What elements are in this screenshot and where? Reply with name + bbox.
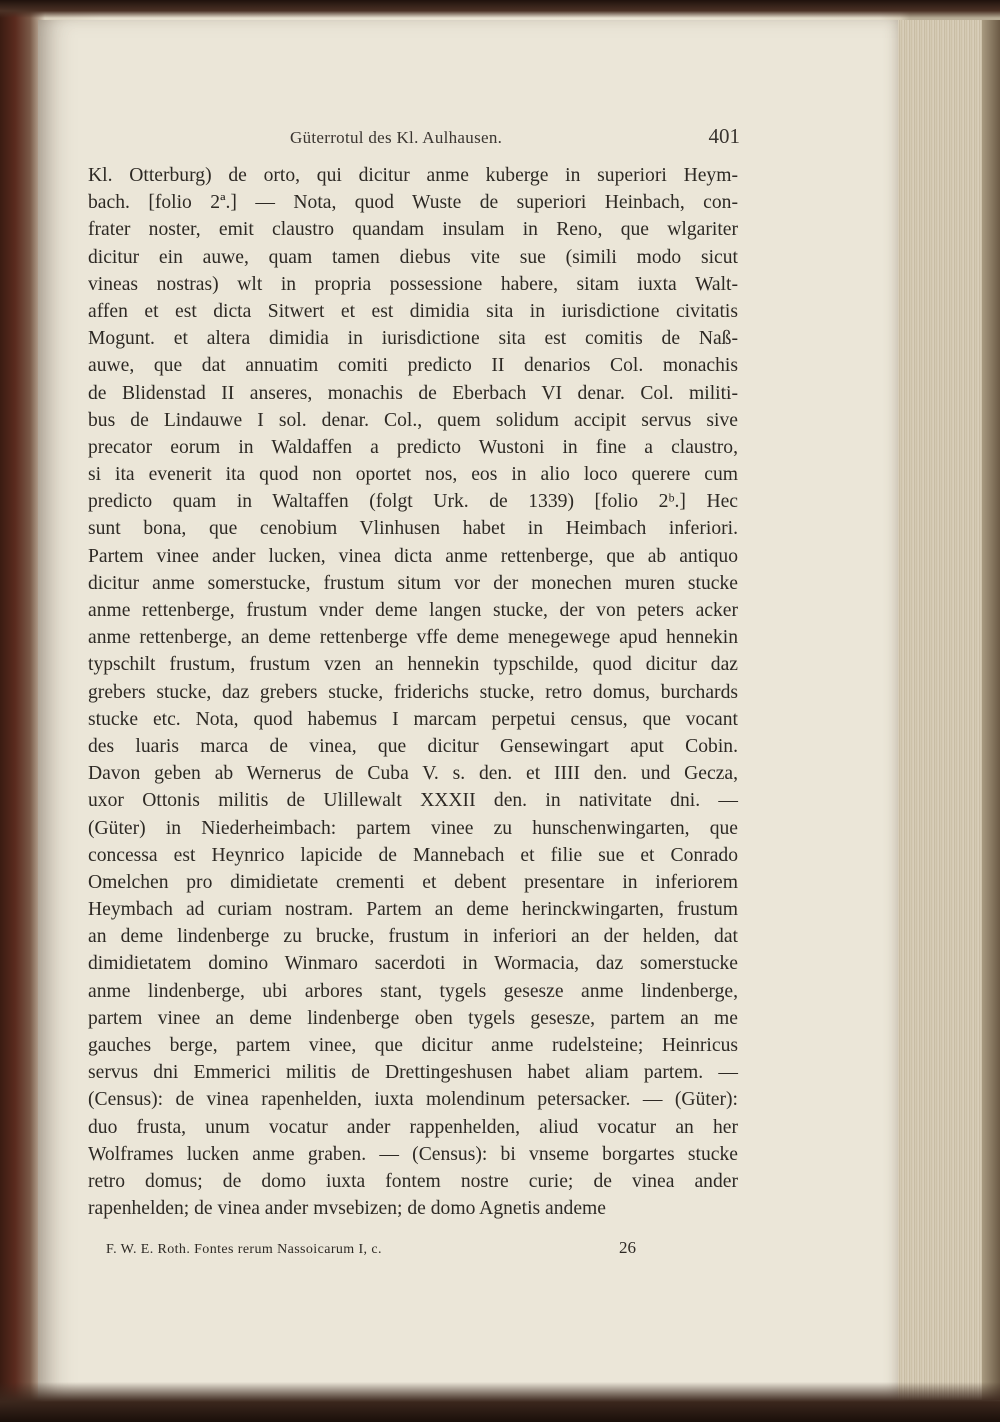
text-line: precator eorum in Waldaffen a predicto Wustoni in fine a claustro, [88, 436, 738, 458]
text-line: concessa est Heynrico lapicide de Mannebach et filie sue et Conrado [88, 844, 738, 866]
text-line: an deme lindenberge zu brucke, frustum in inferiori an der helden, dat [88, 926, 738, 948]
text-line: auwe, que dat annuatim comiti predicto II denarios Col. monachis [88, 355, 738, 377]
text-line: vineas nostras) wlt in propria possessione habere, sitam iuxta Walt- [88, 273, 738, 295]
text-line: Wolframes lucken anme graben. — (Census): bi vnseme borgartes stucke [88, 1143, 738, 1165]
text-line: Mogunt. et altera dimidia in iurisdictione sita est comitis de Naß- [88, 328, 738, 350]
text-line: gauches berge, partem vinee, que dicitur anme rudelsteine; Heinricus [88, 1035, 738, 1056]
text-line: bach. [folio 2ª.] — Nota, quod Wuste de superiori Heinbach, con- [88, 192, 738, 214]
text-line: anme rettenberge, an deme rettenberge vffe deme menegewege apud hennekin [88, 627, 738, 649]
text-line: affen et est dicta Sitwert et est dimidia sita in iurisdictione civitatis [88, 300, 738, 322]
text-line: anme lindenberge, ubi arbores stant, tygels gesesze anme lindenberge, [88, 980, 738, 1002]
text-line: duo frusta, unum vocatur ander rappenhelden, aliud vocatur an her [88, 1116, 738, 1138]
text-line: bus de Lindauwe I sol. denar. Col., quem solidum accipit servus sive [88, 409, 738, 431]
text-line: Heymbach ad curiam nostram. Partem an deme herinckwingarten, frustum [88, 899, 738, 921]
text-line: servus dni Emmerici militis de Drettingeshusen habet aliam partem. — [88, 1062, 738, 1084]
text-line: typschilt frustum, frustum vzen an hennekin typschilde, quod dicitur daz [88, 654, 738, 676]
text-line: partem vinee an deme lindenberge oben tygels gesesze, partem an me [88, 1007, 738, 1029]
book-bottom-edge [0, 1382, 1000, 1422]
text-line: (Güter) in Niederheimbach: partem vinee zu hunschenwingarten, que [88, 817, 738, 839]
text-line: Omelchen pro dimidietate crementi et debent presentare in inferiorem [88, 871, 738, 893]
text-line: grebers stucke, daz grebers stucke, friderichs stucke, retro domus, burchards [88, 681, 738, 703]
text-line: dicitur anme somerstucke, frustum situm vor der monechen muren stucke [88, 572, 738, 594]
page-number: 401 [708, 124, 740, 148]
text-line: des luaris marca de vinea, que dicitur Gensewingart aput Cobin. [88, 735, 738, 757]
running-title: Güterrotul des Kl. Aulhausen. [290, 128, 503, 147]
text-line: anme rettenberge, frustum vnder deme langen stucke, der von peters acker [88, 600, 738, 621]
book-cover-edge [982, 20, 1000, 1400]
text-line: (Census): de vinea rapenhelden, iuxta molendinum petersacker. — (Güter): [88, 1089, 738, 1111]
text-line: uxor Ottonis militis de Ulillewalt XXXII den. in nativitate dni. — [88, 790, 738, 812]
text-line: stucke etc. Nota, quod habemus I marcam perpetui census, que vocant [88, 708, 738, 730]
text-line: rapenhelden; de vinea ander mvsebizen; de domo Agnetis andeme [88, 1198, 606, 1220]
footer-citation: F. W. E. Roth. Fontes rerum Nassoicarum I, c. [106, 1242, 382, 1257]
text-line: Partem vinee ander lucken, vinea dicta anme rettenberge, que ab antiquo [88, 545, 738, 567]
text-line: retro domus; de domo iuxta fontem nostre curie; de vinea ander [88, 1170, 738, 1192]
text-line: Davon geben ab Wernerus de Cuba V. s. den. et IIII den. und Gecza, [88, 763, 738, 785]
text-line: de Blidenstad II anseres, monachis de Eberbach VI denar. Col. militi- [88, 382, 738, 404]
book-top-edge [0, 0, 1000, 18]
page-footer [106, 1238, 636, 1264]
text-line: dicitur ein auwe, quam tamen diebus vite sue (simili modo sicut [88, 246, 738, 268]
text-line: frater noster, emit claustro quandam insulam in Reno, que wlgariter [88, 219, 738, 241]
text-line: dimidietatem domino Winmaro sacerdoti in Wormacia, daz somerstucke [88, 953, 738, 975]
signature-mark: 26 [619, 1238, 636, 1257]
body-text [88, 162, 738, 1222]
page-header [290, 124, 740, 154]
text-line: predicto quam in Waltaffen (folgt Urk. de 1339) [folio 2ᵇ.] Hec [88, 491, 738, 513]
text-line: Kl. Otterburg) de orto, qui dicitur anme kuberge in superiori Heym- [88, 165, 738, 186]
text-line: si ita evenerit ita quod non oportet nos, eos in alio loco querere cum [88, 464, 738, 486]
text-line: sunt bona, que cenobium Vlinhusen habet in Heimbach inferiori. [88, 518, 738, 540]
